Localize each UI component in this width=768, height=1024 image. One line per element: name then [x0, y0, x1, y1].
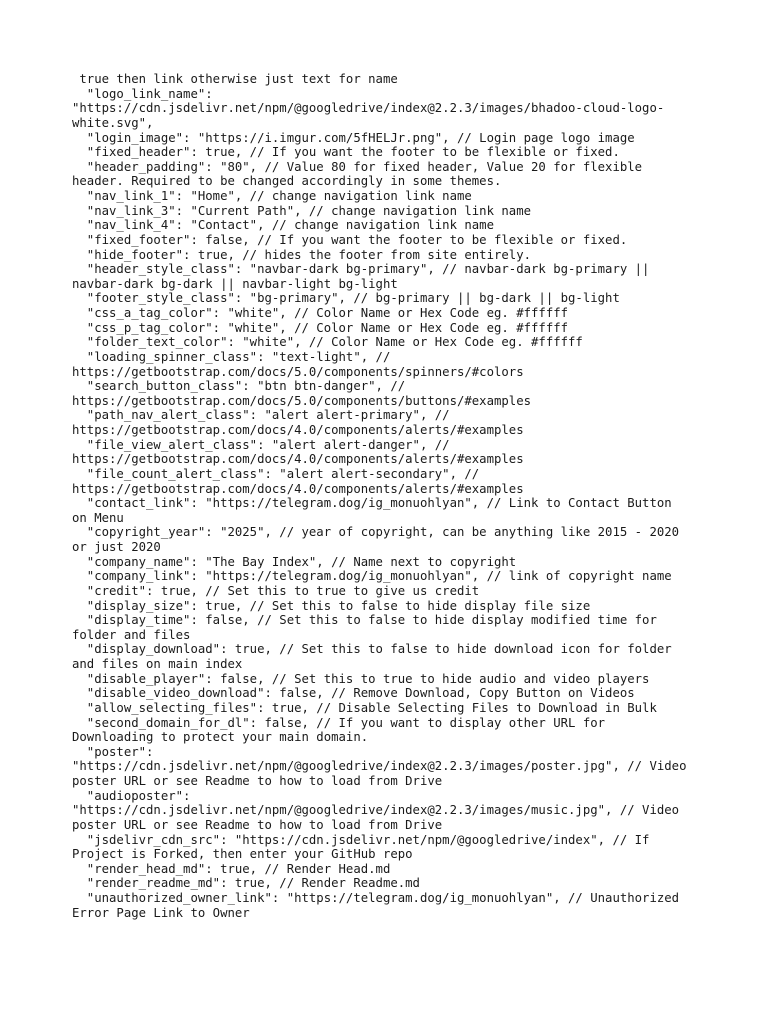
text-line: "contact_link": "https://telegram.dog/ig_monuohlyan", // Link to Contact Button	[72, 496, 672, 511]
text-line: "file_view_alert_class": "alert alert-danger", //	[72, 437, 450, 452]
text-line: "https://cdn.jsdelivr.net/npm/@googledrive/index@2.2.3/images/bhadoo-cloud-logo-	[72, 101, 665, 116]
text-line: "path_nav_alert_class": "alert alert-primary", //	[72, 408, 450, 423]
text-line: "company_name": "The Bay Index", // Name next to copyright	[72, 554, 517, 569]
text-line: "unauthorized_owner_link": "https://telegram.dog/ig_monuohlyan", // Unauthorized	[72, 891, 680, 905]
text-line: https://getbootstrap.com/docs/4.0/components/alerts/#examples	[72, 452, 524, 467]
text-line: Error Page Link to Owner	[72, 905, 250, 920]
text-line: https://getbootstrap.com/docs/5.0/components/buttons/#examples	[72, 393, 532, 408]
text-line: navbar-dark bg-dark || navbar-light bg-light	[72, 276, 398, 291]
text-line: poster URL or see Readme to how to load from Drive	[72, 817, 443, 832]
text-line: "disable_video_download": false, // Remove Download, Copy Button on Videos	[72, 686, 635, 701]
text-line: "render_head_md": true, // Render Head.md	[72, 861, 391, 876]
text-line: "login_image": "https://i.imgur.com/5fHELJr.png", // Login page logo image	[72, 130, 635, 145]
text-line: "https://cdn.jsdelivr.net/npm/@googledrive/index@2.2.3/images/music.jpg", // Video	[72, 803, 680, 818]
text-line: "nav_link_1": "Home", // change navigation link name	[72, 189, 472, 203]
text-line: "second_domain_for_dl": false, // If you want to display other URL for	[72, 715, 606, 730]
text-line: "audioposter":	[72, 788, 191, 803]
text-line: https://getbootstrap.com/docs/4.0/components/alerts/#examples	[72, 423, 524, 437]
text-line: or just 2020	[72, 540, 161, 554]
text-line: "fixed_header": true, // If you want the footer to be flexible or fixed.	[72, 145, 620, 160]
text-line: "file_count_alert_class": "alert alert-secondary", //	[72, 466, 480, 481]
text-line: "disable_player": false, // Set this to true to hide audio and video players	[72, 671, 650, 686]
text-line: "poster":	[72, 744, 154, 759]
text-line: "render_readme_md": true, // Render Readme.md	[72, 876, 420, 891]
text-line: "jsdelivr_cdn_src": "https://cdn.jsdelivr.net/npm/@googledrive/index", // If	[72, 832, 650, 847]
text-line: "hide_footer": true, // hides the footer from site entirely.	[72, 247, 532, 262]
text-line: "folder_text_color": "white", // Color Name or Hex Code eg. #ffffff	[72, 335, 583, 350]
text-line: "css_a_tag_color": "white", // Color Name or Hex Code eg. #ffffff	[72, 306, 569, 320]
text-line: "logo_link_name":	[72, 86, 213, 101]
text-line: poster URL or see Readme to how to load from Drive	[72, 774, 443, 788]
text-line: "search_button_class": "btn btn-danger", //	[72, 379, 406, 394]
text-line: white.svg",	[72, 115, 154, 130]
text-line: "display_time": false, // Set this to false to hide display modified time for	[72, 613, 657, 628]
text-line: folder and files	[72, 627, 191, 642]
text-line: "copyright_year": "2025", // year of copyright, can be anything like 2015 - 2020	[72, 525, 680, 540]
text-line: "loading_spinner_class": "text-light", //	[72, 349, 391, 364]
text-line: "css_p_tag_color": "white", // Color Name or Hex Code eg. #ffffff	[72, 320, 569, 335]
text-line: header. Required to be changed accordingly in some themes.	[72, 174, 502, 189]
text-line: and files on main index	[72, 657, 243, 671]
text-line: Project is Forked, then enter your GitHub repo	[72, 847, 413, 862]
text-line: "display_size": true, // Set this to false to hide display file size	[72, 598, 591, 613]
text-line: "footer_style_class": "bg-primary", // bg-primary || bg-dark || bg-light	[72, 291, 620, 306]
text-line: true then link otherwise just text for name	[72, 72, 398, 86]
document-body	[72, 72, 712, 920]
text-line: "fixed_footer": false, // If you want the footer to be flexible or fixed.	[72, 232, 628, 247]
text-line: https://getbootstrap.com/docs/5.0/components/spinners/#colors	[72, 364, 524, 379]
text-line: "credit": true, // Set this to true to give us credit	[72, 583, 480, 598]
text-line: on Menu	[72, 510, 124, 525]
text-line: https://getbootstrap.com/docs/4.0/components/alerts/#examples	[72, 481, 524, 496]
text-line: "https://cdn.jsdelivr.net/npm/@googledrive/index@2.2.3/images/poster.jpg", // Video	[72, 759, 687, 774]
text-line: "header_padding": "80", // Value 80 for fixed header, Value 20 for flexible	[72, 159, 643, 174]
text-line: "header_style_class": "navbar-dark bg-primary", // navbar-dark bg-primary ||	[72, 262, 650, 277]
text-line: "company_link": "https://telegram.dog/ig_monuohlyan", // link of copyright name	[72, 569, 672, 584]
text-line: Downloading to protect your main domain.	[72, 730, 369, 745]
text-line: "nav_link_4": "Contact", // change navigation link name	[72, 218, 494, 233]
text-line: "display_download": true, // Set this to false to hide download icon for folder	[72, 642, 672, 657]
text-line: "nav_link_3": "Current Path", // change navigation link name	[72, 203, 532, 218]
text-line: "allow_selecting_files": true, // Disable Selecting Files to Download in Bulk	[72, 700, 657, 715]
